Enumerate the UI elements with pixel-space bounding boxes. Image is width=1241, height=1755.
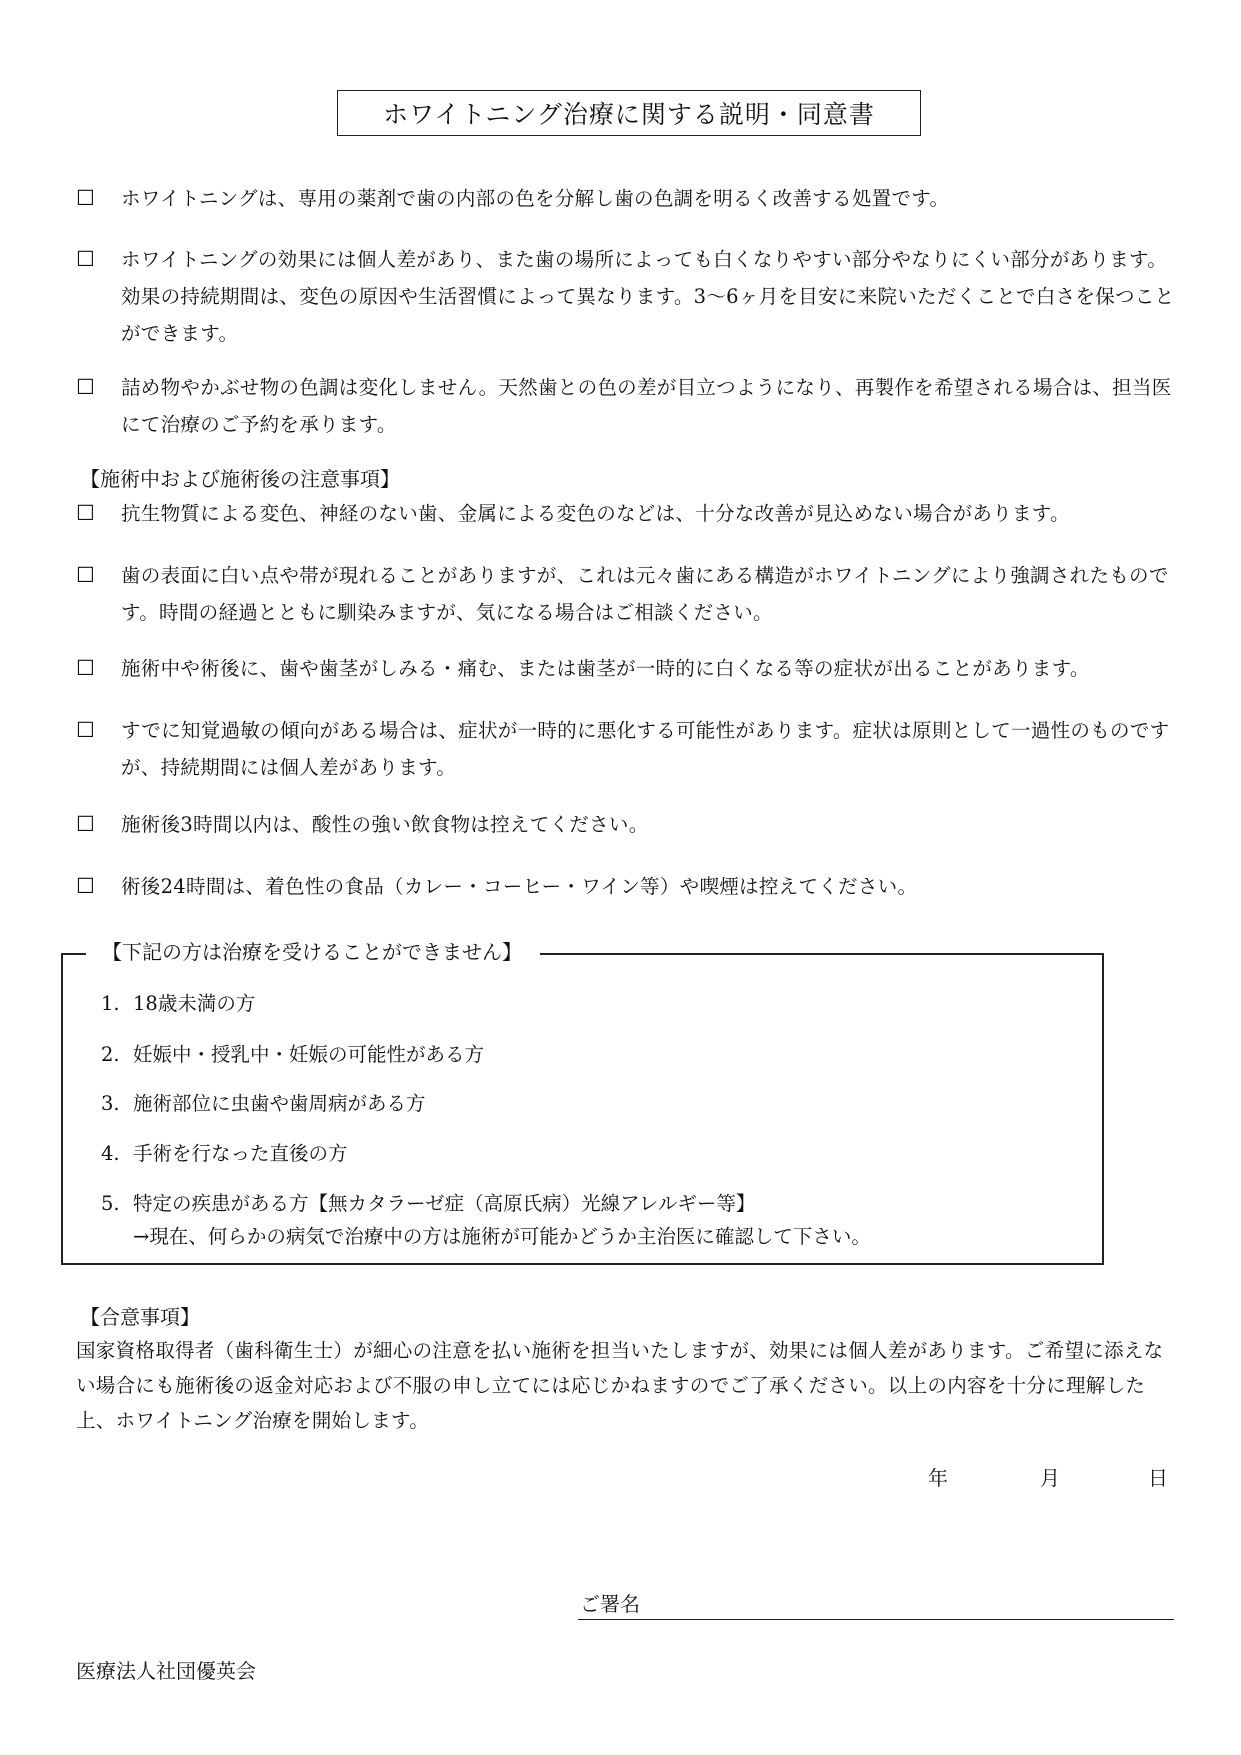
signature-line[interactable] (578, 1619, 1174, 1620)
intro-item-text: ホワイトニングは、専用の薬剤で歯の内部の色を分解し歯の色調を明るく改善する処置です。 (121, 187, 950, 210)
checkbox-icon[interactable]: ☐ (76, 186, 95, 210)
document-title (337, 90, 921, 136)
intro-item-text: ホワイトニングの効果には個人差があり、また歯の場所によっても白くなりやすい部分やなりにくい部分があります。効果の持続期間は、変色の原因や生活習慣によって異なります。3〜6ヶ月を目安に来院いただくことで白さを保つことができます。 (121, 248, 1175, 345)
list-number: 2. (101, 1043, 120, 1066)
checkbox-icon[interactable]: ☐ (76, 874, 95, 898)
list-note: →現在、何らかの病気で治療中の方は施術が可能かどうか主治医に確認して下さい。 (133, 1225, 871, 1248)
list-text: 手術を行なった直後の方 (133, 1142, 348, 1165)
list-text: 18歳未満の方 (133, 992, 256, 1015)
date-year-label: 年 (928, 1466, 948, 1490)
intro-item-text: 詰め物やかぶせ物の色調は変化しません。天然歯との色の差が目立つようになり、再製作を希望される場合は、担当医にて治療のご予約を承ります。 (121, 376, 1172, 436)
exclusion-item-1 (101, 987, 255, 1020)
intro-item-3 (76, 369, 1176, 443)
list-text: 施術部位に虫歯や歯周病がある方 (133, 1092, 426, 1115)
document-title-text: ホワイトニング治療に関する説明・同意書 (383, 100, 875, 129)
list-number: 4. (101, 1142, 120, 1165)
list-number: 5. (101, 1192, 120, 1215)
list-text: 特定の疾患がある方【無カタラーゼ症（高原氏病）光線アレルギー等】 (133, 1192, 756, 1215)
checkbox-icon[interactable]: ☐ (76, 563, 95, 587)
caution-item-text: すでに知覚過敏の傾向がある場合は、症状が一時的に悪化する可能性があります。症状は原則として一過性のものですが、持続期間には個人差があります。 (121, 719, 1170, 779)
exclusion-item-3 (101, 1087, 426, 1120)
caution-item-1 (76, 495, 1176, 532)
organization-name: 医療法人社団優英会 (76, 1659, 256, 1683)
caution-item-4 (76, 712, 1176, 786)
caution-item-5 (76, 806, 1176, 843)
checkbox-icon[interactable]: ☐ (76, 656, 95, 680)
date-day-label: 日 (1148, 1466, 1168, 1490)
intro-item-2 (76, 241, 1176, 352)
exclusion-item-2 (101, 1038, 484, 1071)
signature-label: ご署名 (580, 1592, 640, 1616)
checkbox-icon[interactable]: ☐ (76, 812, 95, 836)
checkbox-icon[interactable]: ☐ (76, 718, 95, 742)
caution-item-text: 施術後3時間以内は、酸性の強い飲食物は控えてください。 (121, 813, 649, 836)
exclusion-item-4 (101, 1137, 348, 1170)
caution-item-6 (76, 868, 1176, 905)
caution-item-text: 歯の表面に白い点や帯が現れることがありますが、これは元々歯にある構造がホワイトニングにより強調されたものです。時間の経過とともに馴染みますが、気になる場合はご相談ください。 (121, 564, 1169, 624)
list-number: 3. (101, 1092, 120, 1115)
intro-item-1 (76, 180, 1176, 217)
date-month-label: 月 (1040, 1466, 1060, 1490)
caution-item-text: 抗生物質による変色、神経のない歯、金属による変色のなどは、十分な改善が見込めない場合があります。 (121, 502, 1070, 525)
exclusion-heading: 【下記の方は治療を受けることができません】 (86, 934, 540, 971)
checkbox-icon[interactable]: ☐ (76, 375, 95, 399)
caution-item-3 (76, 650, 1176, 687)
checkbox-icon[interactable]: ☐ (76, 247, 95, 271)
agreement-body: 国家資格取得者（歯科衛生士）が細心の注意を払い施術を担当いたしますが、効果には個人差があります。ご希望に添えない場合にも施術後の返金対応および不服の申し立てには応じかねますのでご了承ください。以上の内容を十分に理解した上、ホワイトニング治療を開始します。 (76, 1339, 1164, 1432)
agreement-heading: 【合意事項】 (80, 1305, 200, 1329)
caution-item-2 (76, 557, 1176, 631)
caution-item-text: 施術中や術後に、歯や歯茎がしみる・痛む、または歯茎が一時的に白くなる等の症状が出ることがあります。 (121, 657, 1090, 680)
caution-item-text: 術後24時間は、着色性の食品（カレー・コーヒー・ワイン等）や喫煙は控えてください。 (121, 875, 918, 898)
exclusion-item-5 (101, 1187, 871, 1253)
list-number: 1. (101, 992, 120, 1015)
list-text: 妊娠中・授乳中・妊娠の可能性がある方 (133, 1043, 485, 1066)
exclusion-box (61, 940, 1104, 1265)
checkbox-icon[interactable]: ☐ (76, 501, 95, 525)
caution-heading: 【施術中および施術後の注意事項】 (80, 467, 400, 491)
